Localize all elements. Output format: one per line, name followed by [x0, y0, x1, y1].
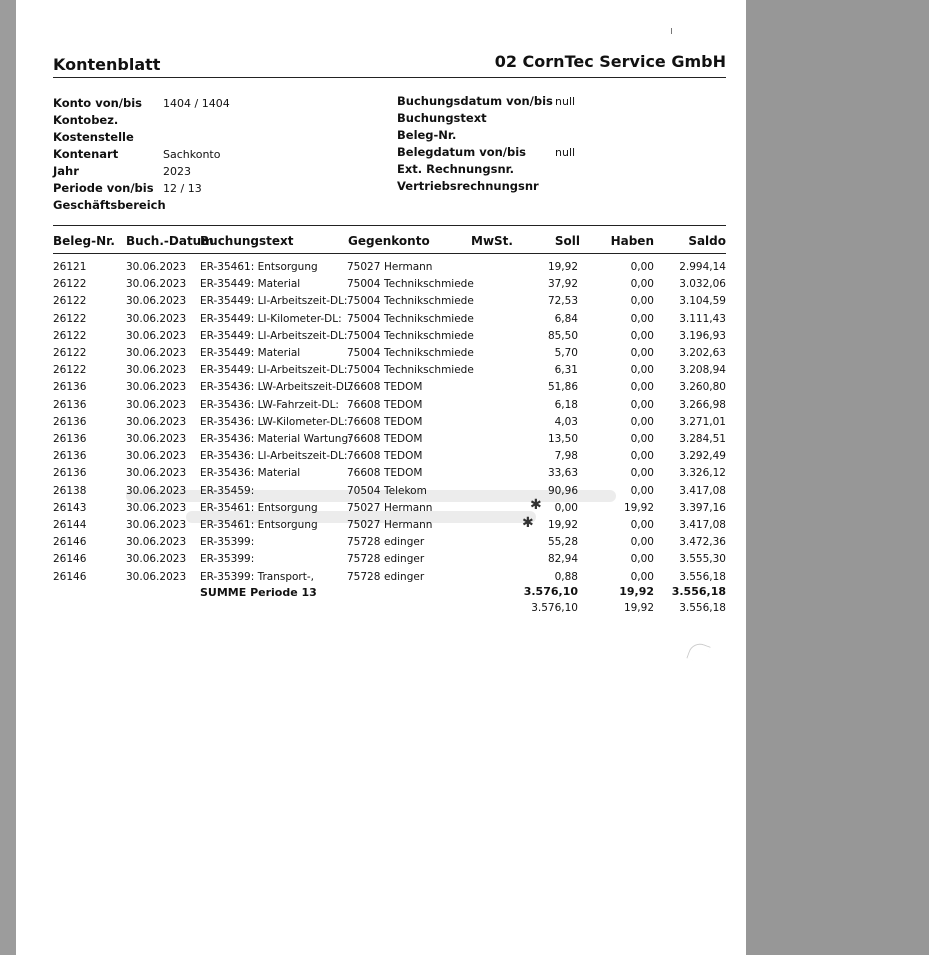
cell-buchungstext: ER-35449: LI-Arbeitszeit-DL:	[200, 364, 348, 376]
cell-saldo: 3.417,08	[679, 485, 726, 497]
cell-gegenkonto-nr: 75004	[347, 313, 381, 325]
cell-saldo: 3.284,51	[679, 433, 726, 445]
col-header-datum: Buch.-Datum	[126, 234, 214, 248]
cell-buchungstext: ER-35436: LW-Fahrzeit-DL:	[200, 399, 339, 411]
total-soll: 3.576,10	[531, 602, 578, 614]
col-header-soll: Soll	[554, 234, 580, 248]
cell-soll: 7,98	[554, 450, 578, 462]
cell-saldo: 3.032,06	[679, 278, 726, 290]
handwritten-asterisk-mark: ✱	[530, 497, 542, 513]
cell-gegenkonto-name: edinger	[384, 536, 425, 548]
cell-saldo: 3.555,30	[679, 553, 726, 565]
cell-soll: 6,18	[554, 399, 578, 411]
cell-gegenkonto-nr: 76608	[347, 450, 381, 462]
cell-haben: 0,00	[630, 295, 654, 307]
cell-gegenkonto-name: Technikschmiede	[384, 330, 474, 342]
cell-buchungstext: ER-35436: LI-Arbeitszeit-DL:	[200, 450, 348, 462]
cell-gegenkonto-name: Technikschmiede	[384, 295, 474, 307]
cell-haben: 0,00	[630, 450, 654, 462]
cell-buchungsdatum: 30.06.2023	[126, 553, 187, 565]
cell-buchungsdatum: 30.06.2023	[126, 261, 187, 273]
cell-soll: 4,03	[554, 416, 578, 428]
cell-buchungsdatum: 30.06.2023	[126, 571, 187, 583]
cell-haben: 0,00	[630, 278, 654, 290]
cell-soll: 0,88	[554, 571, 578, 583]
cell-buchungstext: ER-35449: LI-Arbeitszeit-DL:	[200, 330, 348, 342]
cell-buchungstext: ER-35461: Entsorgung	[200, 502, 318, 514]
cell-gegenkonto-nr: 75004	[347, 278, 381, 290]
meta-value: null	[555, 95, 576, 108]
cell-buchungstext: ER-35436: Material Wartung:	[200, 433, 352, 445]
cell-buchungsdatum: 30.06.2023	[126, 313, 187, 325]
document-title: Kontenblatt	[53, 55, 161, 74]
cell-buchungstext: ER-35461: Entsorgung	[200, 261, 318, 273]
meta-label: Periode von/bis	[53, 181, 154, 195]
cell-saldo: 3.202,63	[679, 347, 726, 359]
meta-label: Konto von/bis	[53, 96, 143, 110]
cell-saldo: 3.292,49	[679, 450, 726, 462]
cell-beleg-nr: 26122	[53, 364, 87, 376]
cell-saldo: 2.994,14	[679, 261, 726, 273]
cell-gegenkonto-nr: 75004	[347, 347, 381, 359]
handwritten-asterisk-mark: ✱	[522, 515, 534, 531]
cell-gegenkonto-name: TEDOM	[384, 381, 423, 393]
total-saldo: 3.556,18	[679, 602, 726, 614]
cell-haben: 0,00	[630, 416, 654, 428]
cell-gegenkonto-nr: 75728	[347, 536, 381, 548]
cell-buchungsdatum: 30.06.2023	[126, 467, 187, 479]
cell-buchungsdatum: 30.06.2023	[126, 295, 187, 307]
cell-gegenkonto-name: Hermann	[384, 261, 433, 273]
cell-gegenkonto-name: Hermann	[384, 519, 433, 531]
cell-haben: 0,00	[630, 347, 654, 359]
cell-gegenkonto-nr: 75027	[347, 519, 381, 531]
cell-saldo: 3.208,94	[679, 364, 726, 376]
cell-saldo: 3.472,36	[679, 536, 726, 548]
cell-gegenkonto-nr: 75027	[347, 261, 381, 273]
cell-saldo: 3.266,98	[679, 399, 726, 411]
cell-gegenkonto-name: Technikschmiede	[384, 364, 474, 376]
cell-gegenkonto-name: Telekom	[384, 485, 427, 497]
company-name: 02 CornTec Service GmbH	[494, 52, 726, 71]
cell-beleg-nr: 26136	[53, 416, 87, 428]
cell-beleg-nr: 26121	[53, 261, 87, 273]
cell-buchungstext: ER-35436: LW-Arbeitszeit-DL:	[200, 381, 354, 393]
cell-gegenkonto-nr: 76608	[347, 381, 381, 393]
col-header-haben: Haben	[610, 234, 654, 248]
summary-label: SUMME Periode 13	[200, 586, 317, 599]
cell-gegenkonto-name: TEDOM	[384, 399, 423, 411]
cell-gegenkonto-nr: 76608	[347, 416, 381, 428]
cell-haben: 0,00	[630, 433, 654, 445]
scan-speck	[671, 28, 672, 34]
cell-saldo: 3.556,18	[679, 571, 726, 583]
cell-beleg-nr: 26122	[53, 330, 87, 342]
meta-value: null	[555, 146, 576, 159]
col-header-beleg: Beleg-Nr.	[53, 234, 115, 248]
cell-soll: 13,50	[547, 433, 578, 445]
cell-saldo: 3.417,08	[679, 519, 726, 531]
cell-gegenkonto-nr: 75004	[347, 295, 381, 307]
total-haben: 19,92	[623, 602, 654, 614]
document-page	[16, 0, 746, 955]
cell-buchungsdatum: 30.06.2023	[126, 519, 187, 531]
cell-buchungsdatum: 30.06.2023	[126, 416, 187, 428]
meta-label: Kontenart	[53, 147, 119, 161]
cell-haben: 0,00	[630, 261, 654, 273]
cell-gegenkonto-name: TEDOM	[384, 433, 423, 445]
col-header-gegenkonto: Gegenkonto	[348, 234, 430, 248]
summary-soll: 3.576,10	[523, 585, 578, 598]
col-header-mwst: MwSt.	[471, 234, 513, 248]
cell-buchungsdatum: 30.06.2023	[126, 364, 187, 376]
cell-saldo: 3.271,01	[679, 416, 726, 428]
cell-saldo: 3.111,43	[679, 313, 726, 325]
meta-value: 2023	[163, 165, 191, 178]
cell-haben: 19,92	[623, 502, 654, 514]
cell-gegenkonto-nr: 75004	[347, 364, 381, 376]
cell-beleg-nr: 26143	[53, 502, 87, 514]
cell-gegenkonto-name: edinger	[384, 553, 425, 565]
cell-saldo: 3.326,12	[679, 467, 726, 479]
cell-soll: 90,96	[547, 485, 578, 497]
scan-artifact	[686, 640, 710, 664]
cell-haben: 0,00	[630, 330, 654, 342]
cell-beleg-nr: 26122	[53, 313, 87, 325]
cell-soll: 85,50	[547, 330, 578, 342]
meta-label: Kontobez.	[53, 113, 119, 127]
cell-soll: 6,31	[554, 364, 578, 376]
cell-soll: 72,53	[547, 295, 578, 307]
col-header-saldo: Saldo	[688, 234, 726, 248]
cell-buchungsdatum: 30.06.2023	[126, 278, 187, 290]
cell-beleg-nr: 26146	[53, 553, 87, 565]
cell-saldo: 3.260,80	[679, 381, 726, 393]
col-header-text: Buchungstext	[200, 234, 294, 248]
meta-value: Sachkonto	[163, 148, 221, 161]
cell-soll: 33,63	[547, 467, 578, 479]
summary-saldo: 3.556,18	[671, 585, 726, 598]
cell-gegenkonto-name: Technikschmiede	[384, 278, 474, 290]
meta-label: Ext. Rechnungsnr.	[397, 162, 515, 176]
meta-label: Geschäftsbereich	[53, 198, 166, 212]
meta-label: Buchungstext	[397, 111, 487, 125]
cell-buchungstext: ER-35436: Material	[200, 467, 301, 479]
cell-buchungsdatum: 30.06.2023	[126, 536, 187, 548]
table-top-rule	[53, 225, 726, 226]
cell-soll: 37,92	[547, 278, 578, 290]
cell-beleg-nr: 26122	[53, 295, 87, 307]
cell-buchungstext: ER-35449: Material	[200, 347, 301, 359]
cell-soll: 82,94	[547, 553, 578, 565]
cell-haben: 0,00	[630, 381, 654, 393]
cell-soll: 19,92	[547, 261, 578, 273]
cell-haben: 0,00	[630, 536, 654, 548]
cell-gegenkonto-nr: 76608	[347, 433, 381, 445]
cell-gegenkonto-nr: 75728	[347, 553, 381, 565]
meta-value: 1404 / 1404	[163, 97, 230, 110]
cell-beleg-nr: 26136	[53, 399, 87, 411]
cell-buchungsdatum: 30.06.2023	[126, 347, 187, 359]
cell-beleg-nr: 26136	[53, 467, 87, 479]
cell-beleg-nr: 26122	[53, 278, 87, 290]
cell-buchungsdatum: 30.06.2023	[126, 381, 187, 393]
cell-gegenkonto-name: TEDOM	[384, 416, 423, 428]
scan-right-border	[746, 0, 929, 955]
cell-haben: 0,00	[630, 313, 654, 325]
cell-buchungsdatum: 30.06.2023	[126, 450, 187, 462]
meta-label: Beleg-Nr.	[397, 128, 457, 142]
cell-beleg-nr: 26138	[53, 485, 87, 497]
cell-buchungstext: ER-35461: Entsorgung	[200, 519, 318, 531]
cell-buchungstext: ER-35399: Transport-,	[200, 571, 314, 583]
cell-buchungsdatum: 30.06.2023	[126, 485, 187, 497]
cell-beleg-nr: 26146	[53, 536, 87, 548]
cell-buchungsdatum: 30.06.2023	[126, 399, 187, 411]
cell-saldo: 3.397,16	[679, 502, 726, 514]
cell-buchungstext: ER-35459:	[200, 485, 255, 497]
cell-haben: 0,00	[630, 485, 654, 497]
meta-label: Buchungsdatum von/bis	[397, 94, 553, 108]
cell-haben: 0,00	[630, 553, 654, 565]
cell-soll: 55,28	[547, 536, 578, 548]
cell-soll: 5,70	[554, 347, 578, 359]
header-rule	[53, 77, 726, 78]
cell-gegenkonto-name: Technikschmiede	[384, 313, 474, 325]
meta-label: Vertriebsrechnungsnr	[397, 179, 539, 193]
cell-buchungstext: ER-35449: LI-Arbeitszeit-DL:	[200, 295, 348, 307]
cell-gegenkonto-name: edinger	[384, 571, 425, 583]
cell-buchungstext: ER-35449: LI-Kilometer-DL:	[200, 313, 342, 325]
cell-gegenkonto-nr: 75027	[347, 502, 381, 514]
cell-beleg-nr: 26136	[53, 381, 87, 393]
cell-haben: 0,00	[630, 467, 654, 479]
cell-soll: 0,00	[554, 502, 578, 514]
cell-haben: 0,00	[630, 364, 654, 376]
meta-label: Jahr	[53, 164, 79, 178]
cell-gegenkonto-name: Technikschmiede	[384, 347, 474, 359]
table-header-rule	[53, 253, 726, 254]
cell-gegenkonto-nr: 76608	[347, 399, 381, 411]
cell-buchungstext: ER-35399:	[200, 536, 255, 548]
cell-haben: 0,00	[630, 519, 654, 531]
cell-gegenkonto-nr: 76608	[347, 467, 381, 479]
cell-beleg-nr: 26136	[53, 450, 87, 462]
cell-soll: 51,86	[547, 381, 578, 393]
cell-gegenkonto-nr: 75728	[347, 571, 381, 583]
cell-gegenkonto-nr: 70504	[347, 485, 381, 497]
meta-label: Kostenstelle	[53, 130, 134, 144]
cell-buchungsdatum: 30.06.2023	[126, 330, 187, 342]
meta-value: 12 / 13	[163, 182, 202, 195]
cell-gegenkonto-name: TEDOM	[384, 467, 423, 479]
cell-soll: 19,92	[547, 519, 578, 531]
summary-haben: 19,92	[619, 585, 654, 598]
cell-buchungstext: ER-35449: Material	[200, 278, 301, 290]
cell-beleg-nr: 26122	[53, 347, 87, 359]
cell-haben: 0,00	[630, 399, 654, 411]
cell-buchungsdatum: 30.06.2023	[126, 502, 187, 514]
cell-gegenkonto-name: TEDOM	[384, 450, 423, 462]
cell-buchungsdatum: 30.06.2023	[126, 433, 187, 445]
scan-left-border	[0, 0, 16, 955]
meta-label: Belegdatum von/bis	[397, 145, 527, 159]
cell-gegenkonto-name: Hermann	[384, 502, 433, 514]
cell-beleg-nr: 26144	[53, 519, 87, 531]
cell-soll: 6,84	[554, 313, 578, 325]
cell-beleg-nr: 26136	[53, 433, 87, 445]
cell-gegenkonto-nr: 75004	[347, 330, 381, 342]
cell-saldo: 3.196,93	[679, 330, 726, 342]
cell-saldo: 3.104,59	[679, 295, 726, 307]
cell-beleg-nr: 26146	[53, 571, 87, 583]
cell-haben: 0,00	[630, 571, 654, 583]
cell-buchungstext: ER-35399:	[200, 553, 255, 565]
cell-buchungstext: ER-35436: LW-Kilometer-DL:	[200, 416, 348, 428]
